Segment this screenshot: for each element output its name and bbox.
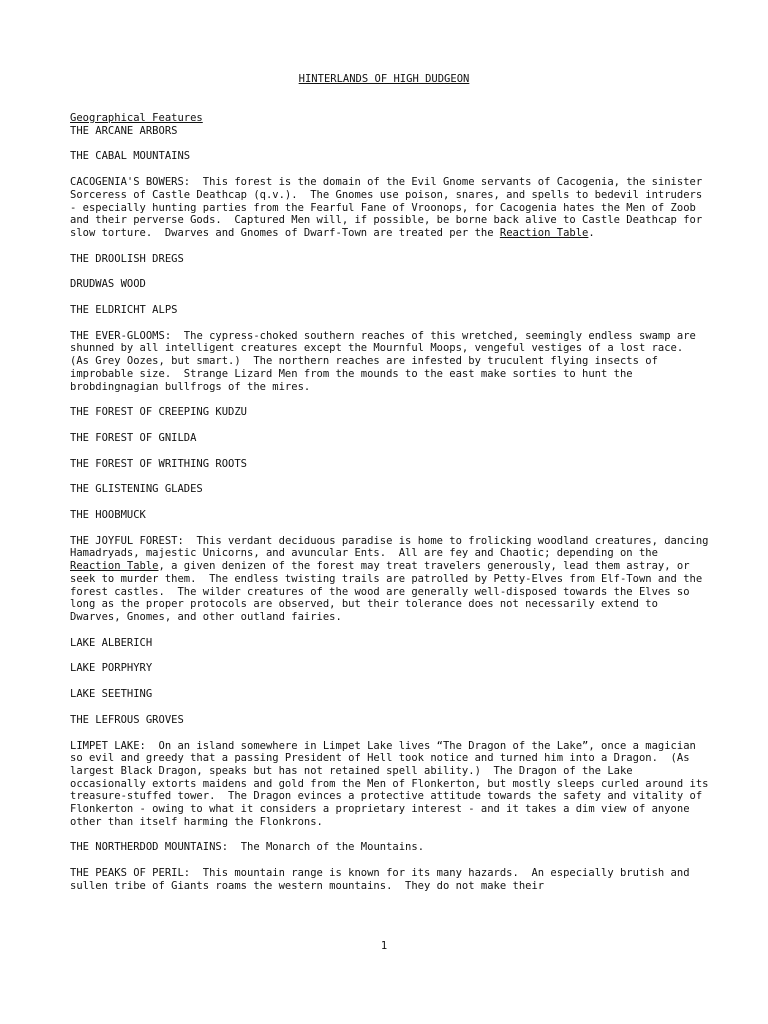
feature-description-continued: , a given denizen of the forest may treat travelers generously, lead them astray, or seek to murder them. The endless twisting trails are patrolled by Petty-Elves from Elf-Town and the forest castles. The wilder creatures of the wood are generally well-disposed towards the Elves so long as the proper protocols are observed, but their tolerance does not necessarily extend to Dwarves, Gnomes, and other outland fairies. — [70, 560, 709, 623]
feature-entry — [70, 714, 710, 727]
feature-name: THE GLISTENING GLADES — [70, 483, 203, 496]
feature-name: THE ELDRICHT ALPS — [70, 304, 178, 317]
feature-description: The cypress-choked southern reaches of this wretched, seemingly endless swamp are shunned by all intelligent creatures except the Mournful Moops, vengeful vestiges of a lost race. (As Grey Oozes, but smart.) The northern reaches are infested by truculent flying insects of improbable size. Strange Lizard Men from the mounds to the east make sorties to hunt the brobdingnagian bullfrogs of the mires. — [70, 329, 703, 393]
feature-description-continued: . — [588, 226, 595, 239]
reaction-table-reference: Reaction Table — [70, 560, 159, 573]
feature-description: On an island somewhere in Limpet Lake lives “The Dragon of the Lake”, once a magician so evil and greedy that a passing President of Hell took notice and turned him into a Dragon. (As largest Black Dragon, speaks but has not retained spell ability.) The Dragon of the Lake occasionally extorts maidens and gold from the Men of Flonkerton, but mostly sleeps curled around its treasure-stuffed tower. The Dragon evinces a protective attitude towards the safety and vitality of Flonkerton - owing to what it considers a proprietary interest - and it takes a dim view of anyone other than itself harming the Flonkrons. — [70, 739, 715, 828]
entry-list — [70, 124, 715, 893]
feature-name: LAKE ALBERICH — [70, 636, 153, 649]
feature-entry — [70, 637, 710, 650]
feature-entry — [70, 458, 710, 471]
document-body — [70, 112, 715, 906]
feature-entry — [70, 253, 710, 266]
section-heading: Geographical Features — [70, 112, 203, 124]
feature-entry — [70, 278, 710, 291]
reaction-table-reference: Reaction Table — [499, 226, 589, 239]
feature-entry — [70, 841, 710, 854]
page-number: 1 — [380, 940, 388, 952]
feature-description: The Monarch of the Mountains. — [228, 841, 425, 854]
feature-description: This verdant deciduous paradise is home to frolicking woodland creatures, dancing Hamadryads, majestic Unicorns, and avuncular Ents. All are fey and Chaotic; depending on the — [70, 534, 715, 560]
feature-name: THE HOOBMUCK — [70, 509, 146, 522]
feature-name: THE FOREST OF CREEPING KUDZU — [70, 406, 248, 419]
feature-entry — [70, 662, 710, 675]
feature-name: THE CABAL MOUNTAINS — [70, 150, 191, 163]
feature-name: THE DROOLISH DREGS — [70, 252, 184, 265]
feature-entry — [70, 483, 710, 496]
document-title: HINTERLANDS OF HIGH DUDGEON — [298, 73, 470, 85]
feature-name: THE FOREST OF GNILDA — [70, 431, 197, 444]
feature-entry — [70, 739, 715, 829]
feature-name: LIMPET LAKE: — [70, 739, 146, 752]
feature-name: THE NORTHERDOD MOUNTAINS: — [70, 841, 229, 854]
feature-name: DRUDWAS WOOD — [70, 278, 146, 291]
feature-name: THE ARCANE ARBORS — [70, 124, 178, 137]
feature-name: THE LEFROUS GROVES — [70, 713, 184, 726]
feature-name: LAKE SEETHING — [70, 688, 153, 701]
feature-name: CACOGENIA'S BOWERS: — [70, 176, 191, 189]
feature-name: THE JOYFUL FOREST: — [70, 534, 184, 547]
feature-description: This forest is the domain of the Evil Gnome servants of Cacogenia, the sinister Sorceress of Castle Deathcap (q.v.). The Gnomes use poison, snares, and spells to bedevil intruders - especially hunting parties from the Fearful Fane of Vroonops, for Cacogenia hates the Men of Zoob and their perverse Gods. Captured Men will, if possible, be borne back alive to Castle Deathcap for slow torture. Dwarves and Gnomes of Dwarf-Town are treated per the — [70, 176, 709, 239]
feature-description: This mountain range is known for its many hazards. An especially brutish and sullen tribe of Giants roams the western mountains. They do not make their — [70, 867, 696, 892]
feature-entry — [70, 509, 710, 522]
feature-name: THE FOREST OF WRITHING ROOTS — [70, 457, 248, 470]
feature-entry — [70, 867, 710, 892]
feature-entry — [70, 150, 710, 163]
feature-entry — [70, 125, 710, 138]
feature-entry — [70, 304, 710, 317]
feature-name: LAKE PORPHYRY — [70, 662, 153, 675]
feature-entry — [70, 432, 710, 445]
feature-entry — [70, 406, 710, 419]
feature-entry — [70, 330, 710, 394]
feature-name: THE EVER-GLOOMS: — [70, 329, 172, 342]
feature-name: THE PEAKS OF PERIL: — [70, 867, 191, 880]
feature-entry — [70, 534, 715, 624]
feature-entry — [70, 176, 710, 240]
feature-entry — [70, 688, 710, 701]
